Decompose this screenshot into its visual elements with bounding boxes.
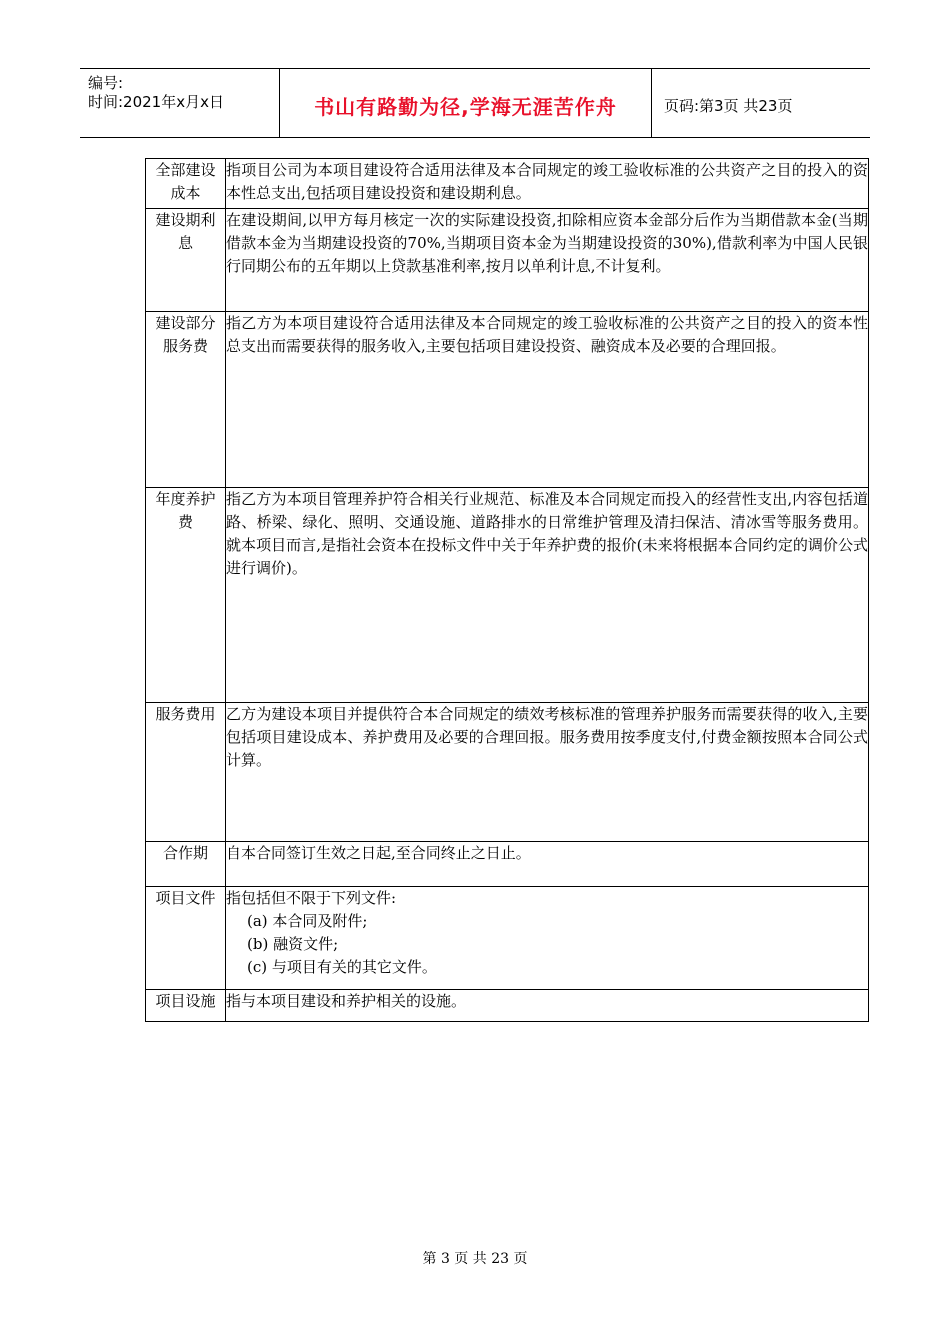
term-cell xyxy=(146,703,226,842)
term-label: 全部建设成本 xyxy=(155,161,216,202)
definition-cell: 指与本项目建设和养护相关的设施。 xyxy=(226,990,869,1022)
definition-intro: 指包括但不限于下列文件: xyxy=(226,889,397,907)
definition-cell: 指项目公司为本项目建设符合适用法律及本合同规定的竣工验收标准的公共资产之目的投入的资本性总支出,包括项目建设投资和建设期利息。 xyxy=(226,159,869,209)
definition-cell: 指乙方为本项目管理养护符合相关行业规范、标准及本合同规定而投入的经营性支出,内容包括道路、桥梁、绿化、照明、交通设施、道路排水的日常维护管理及清扫保洁、清冰雪等服务费用。就本项目而言,是指社会资本在投标文件中关于年养护费的报价(未来将根据本合同约定的调价公式进行调价)。 xyxy=(226,488,869,703)
table-row xyxy=(146,842,869,887)
term-cell xyxy=(146,488,226,703)
term-label: 服务费用 xyxy=(155,705,216,723)
list-item: (c) 与项目有关的其它文件。 xyxy=(247,958,437,976)
header-motto: 书山有路勤为径,学海无涯苦作舟 xyxy=(314,94,617,119)
term-label: 年度养护费 xyxy=(155,490,216,531)
page-header xyxy=(80,68,870,138)
term-cell xyxy=(146,842,226,887)
header-page-info: 页码:第3页 共23页 xyxy=(664,96,793,115)
definitions-table xyxy=(145,158,869,1022)
term-cell xyxy=(146,159,226,209)
table-row xyxy=(146,312,869,488)
term-label: 建设部分服务费 xyxy=(155,314,216,355)
header-page-cell xyxy=(652,69,870,137)
definition-cell: 指乙方为本项目建设符合适用法律及本合同规定的竣工验收标准的公共资产之目的投入的资本性总支出而需要获得的服务收入,主要包括项目建设投资、融资成本及必要的合理回报。 xyxy=(226,312,869,488)
table-row xyxy=(146,887,869,990)
term-cell xyxy=(146,209,226,312)
list-item: (a) 本合同及附件; xyxy=(247,912,368,930)
header-left-cell xyxy=(80,69,280,137)
term-label: 合作期 xyxy=(162,844,208,862)
header-motto-cell xyxy=(280,69,652,137)
table-row xyxy=(146,488,869,703)
table-row xyxy=(146,703,869,842)
term-cell xyxy=(146,887,226,990)
definition-cell: 乙方为建设本项目并提供符合本合同规定的绩效考核标准的管理养护服务而需要获得的收入,主要包括项目建设成本、养护费用及必要的合理回报。服务费用按季度支付,付费金额按照本合同公式计算。 xyxy=(226,703,869,842)
term-label: 项目设施 xyxy=(155,992,216,1010)
term-cell xyxy=(146,990,226,1022)
definition-cell: 在建设期间,以甲方每月核定一次的实际建设投资,扣除相应资本金部分后作为当期借款本金(当期借款本金为当期建设投资的70%,当期项目资本金为当期建设投资的30%),借款利率为中国人民银行同期公布的五年期以上贷款基准利率,按月以单利计息,不计复利。 xyxy=(226,209,869,312)
table-row xyxy=(146,990,869,1022)
definition-cell: 自本合同签订生效之日起,至合同终止之日止。 xyxy=(226,842,869,887)
term-cell xyxy=(146,312,226,488)
term-label: 建设期利息 xyxy=(155,211,216,252)
table-row xyxy=(146,159,869,209)
table-row xyxy=(146,209,869,312)
document-time-label: 时间:2021年x月x日 xyxy=(88,93,224,111)
document-number-label: 编号: xyxy=(88,74,124,92)
list-item: (b) 融资文件; xyxy=(247,935,339,953)
page-footer: 第 3 页 共 23 页 xyxy=(422,1251,528,1267)
definition-cell xyxy=(226,887,869,990)
term-label: 项目文件 xyxy=(155,889,216,907)
